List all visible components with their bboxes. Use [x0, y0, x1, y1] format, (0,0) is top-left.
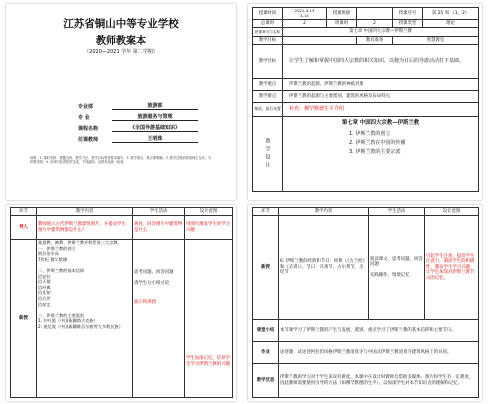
notebook-title: 教师教案本	[96, 36, 146, 47]
cover-page	[6, 4, 236, 200]
activity-page-1	[6, 205, 236, 401]
activity-table-1: 环节 教学内容 学生活动 设计意图 导入 教师展示古代伊斯兰教建筑图片，并提问学生：图片中建筑物都是什么？ 观看，回答图片中建筑物是什么 用图片激发学生的学习兴趣 新授 基督教、佛教、伊斯兰教并称世界三大宗教。 一、伊斯兰教的创立 阿拉伯半岛 7世纪 穆罕默德 二、伊斯兰教的基本信仰 信安拉 信天使 信经典 信先知 信后世 信前定 三、伊斯兰教的主要派别 1. 什叶派（中国新疆塔吉克族） 2. 逊尼派（中国新疆维吾尔族等大多数民族） 思考问题、回答问题 请学生分小组讨论 演示和讲授 学生加深记忆，培养学生学习伊斯兰教的兴趣	[10, 207, 233, 398]
design-content: 第七章 中国四大宗教—伊斯兰教 1. 伊斯兰教的创立 2. 伊斯兰教在中国的传播 3. 伊斯兰教的主要宗派	[283, 117, 479, 192]
tool-value: 智慧教室	[393, 37, 479, 45]
prep-value: 补充：穆罕默德生平介绍	[283, 103, 479, 117]
design-item: 1. 伊斯兰教的创立	[349, 131, 391, 138]
new-intent: 学生加深记忆，培养学生学习伊斯兰教的兴趣	[185, 240, 233, 398]
info-row-department: 专业部 旅游部	[78, 100, 198, 110]
cover-info-block	[78, 100, 198, 144]
activity-page-2	[248, 205, 482, 401]
new-activity: 思考问题、回答问题 请学生分小组讨论 演示和讲授	[133, 240, 185, 398]
key-value: 伊斯兰教的起源、伊斯兰教的神祇对象	[283, 79, 479, 91]
design-label: 教学设计	[253, 117, 283, 192]
goal-value: 让学生了解和掌握中国四大宗教的相关知识，以便为日后的导游活动打下基础。	[283, 45, 479, 79]
topic-value: 第七章 中国四大宗教—伊斯兰教	[283, 28, 479, 37]
cover-note: 说明：1. 课时安排、课题名称、教学方法、教学目标等按要求填写；2. 教学重点、难点要明确；3. 教学过程须体现师生互动，分析要详细；4. 各项内容须按时完成，不得漏项，由教务处统一检查。	[30, 156, 212, 165]
intro-content: 教师展示古代伊斯兰教建筑图片，并提问学生：图片中建筑物都是什么？	[37, 216, 133, 240]
intro-activity: 观看，回答图片中建筑物是什么	[133, 216, 185, 240]
new-activity-2: 演示和讲授	[134, 300, 156, 306]
new-content-2: 6. 伊斯兰教的经典和节日：经典（《古兰经》和《圣训》）、节日：开斋节、古尔邦节、圣纪节	[279, 216, 369, 320]
intro-intent: 用图片激发学生的学习兴趣	[185, 216, 233, 240]
reflection-content: 伊斯兰教的学习对于学生来说有难度，本课中在设计时教师会借助多媒体、图片和学生有一定难度，因此教师需要使用引导的方法（如穆罕默德的生平），以加深学生对本节知识点的理解和记忆。	[279, 364, 479, 398]
school-year: （2020—2021 学年 第二学期）	[84, 49, 158, 55]
info-row-course: 课程名称 《全国导游基础知识》	[78, 122, 198, 132]
lesson-header-table: 授课时间 2021-4-13 4-14 授课班级 授课序号 第 25 周 （1、2） 总课时 2 周课时 2 授课类型 理论 授课章节与名称 第七章 中国四大宗教—伊斯兰教 教学目标 教具准备 智慧教室 教学目标 让学生了解和掌握中国四大宗教的相关知识，以便为日后的导游活动打下基础。 教学重点 伊斯兰教的起源、伊斯兰教的神祇对象 教学难点 伊斯兰教的起源与主要派别、建筑的风格及布局特点 课前、前后布置 补充：穆罕默德生平介绍 教学设计 第七章 中国四大宗教—伊斯兰教 1. 伊斯兰教的创立 2. 伊斯兰教在中国的传播 3. 伊斯兰教的主要宗派	[252, 7, 479, 192]
new-activity-3: 阅读课文、思考问题、回答问题 实践操作、情境记忆	[369, 216, 425, 320]
design-item: 3. 伊斯兰教的主要宗派	[349, 149, 401, 156]
homework-content: 论述题：试论述阿拉伯风格伊斯兰教清真寺与中国式伊斯兰教清真寺建筑风格上的异同。	[279, 342, 479, 364]
info-row-teacher: 任课教师 王明珠	[78, 133, 198, 143]
school-name: 江苏省铜山中等专业学校	[63, 18, 179, 30]
lesson-header-page	[248, 4, 482, 200]
new-content: 基督教、佛教、伊斯兰教并称世界三大宗教。 一、伊斯兰教的创立 阿拉伯半岛 7世纪 穆罕默德 二、伊斯兰教的基本信仰 信安拉 信天使 信经典 信先知 信后世 信前定 三、伊斯兰教的主要派别 1. 什叶派（中国新疆塔吉克族） 2. 逊尼派（中国新疆维吾尔族等大多数民族）	[37, 240, 133, 398]
difficult-value: 伊斯兰教的起源与主要派别、建筑的风格及布局特点	[283, 91, 479, 103]
new-intent-2: 引起学生注意，提高学生注意力，调动学生的积极性，激发学生学习兴趣，让学生加深对伊斯兰教节日的记忆。	[425, 216, 479, 320]
summary-content: 本节课学习了伊斯兰教的产生与发展、派别、重点学习了伊斯兰教的基本信仰和主要节日。	[279, 320, 479, 342]
activity-table-2: 环节 教学内容 学生活动 设计意图 新授 6. 伊斯兰教的经典和节日：经典（《古兰经》和《圣训》）、节日：开斋节、古尔邦节、圣纪节 阅读课文、思考问题、回答问题 实践操作、情境记忆 引起学生注意，提高学生注意力，调动学生的积极性，激发学生学习兴趣，让学生加深对伊斯兰教节日的记忆。 课堂小结 本节课学习了伊斯兰教的产生与发展、派别、重点学习了伊斯兰教的基本信仰和主要节日。 作业 论述题：试论述阿拉伯风格伊斯兰教清真寺与中国式伊斯兰教清真寺建筑风格上的异同。 教学反思 伊斯兰教的学习对于学生来说有难度，本课中在设计时教师会借助多媒体、图片和学生有一定难度，因此教师需要使用引导的方法（如穆罕默德的生平），以加深学生对本节知识点的理解和记忆。	[252, 207, 479, 398]
info-row-major: 专 业 旅游服务与管理	[78, 111, 198, 121]
date-value: 2021-4-13 4-14	[283, 8, 327, 20]
design-item: 2. 伊斯兰教在中国的传播	[349, 140, 406, 147]
